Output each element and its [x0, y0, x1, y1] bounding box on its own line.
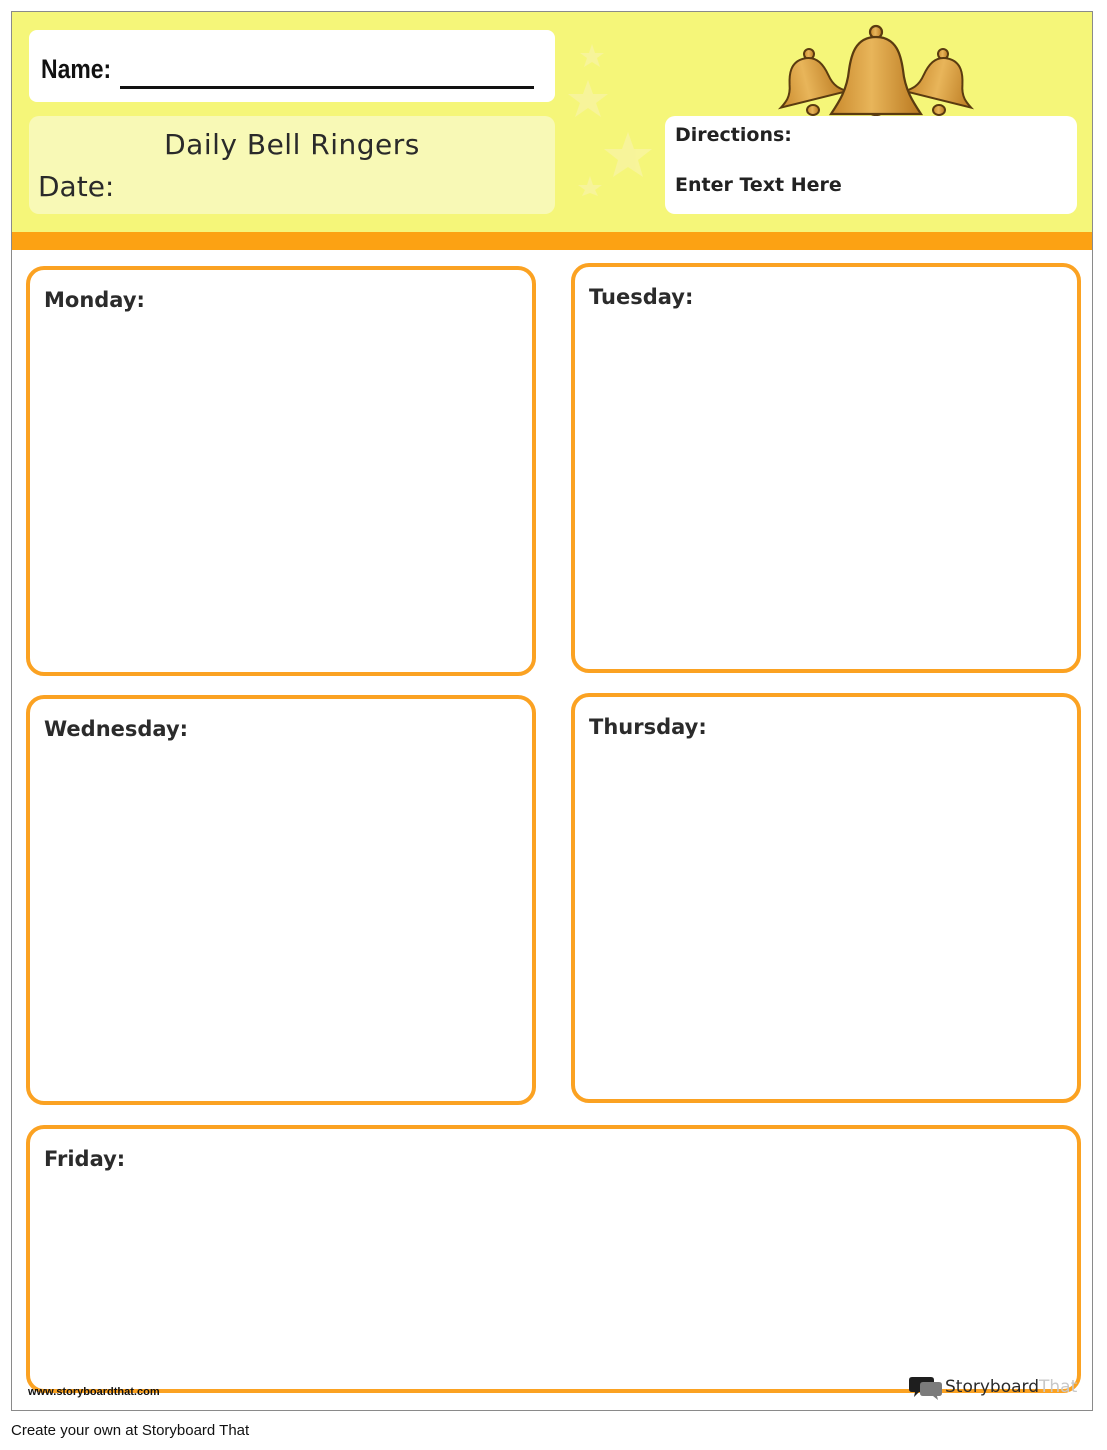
tuesday-box[interactable] — [571, 263, 1081, 673]
star-icon — [578, 176, 602, 196]
speech-bubble-icon — [909, 1374, 943, 1400]
monday-box[interactable] — [26, 266, 536, 676]
star-icon — [604, 132, 652, 177]
wednesday-box[interactable] — [26, 695, 536, 1105]
directions-box — [665, 116, 1077, 214]
stars-decoration — [560, 36, 660, 196]
logo-text: StoryboardThat — [945, 1377, 1078, 1397]
orange-divider — [12, 232, 1092, 250]
footer-credit[interactable]: Create your own at Storyboard That — [11, 1422, 250, 1439]
title-date-box — [29, 116, 555, 214]
bell-right-icon — [905, 49, 981, 115]
friday-label: Friday: — [44, 1147, 126, 1171]
friday-box[interactable] — [26, 1125, 1081, 1393]
worksheet-title: Daily Bell Ringers — [164, 128, 420, 161]
name-field-box — [29, 30, 555, 102]
directions-label: Directions: — [675, 124, 792, 146]
worksheet — [11, 11, 1093, 1411]
star-icon — [568, 80, 608, 117]
directions-text[interactable]: Enter Text Here — [675, 174, 842, 196]
thursday-box[interactable] — [571, 693, 1081, 1103]
wednesday-label: Wednesday: — [44, 717, 189, 741]
storyboardthat-logo — [909, 1374, 1078, 1402]
star-icon — [580, 44, 604, 67]
header-banner — [12, 12, 1092, 232]
name-input-line[interactable] — [120, 86, 534, 89]
bell-left-icon — [771, 49, 847, 115]
thursday-label: Thursday: — [589, 715, 707, 739]
bell-center-icon — [831, 26, 921, 128]
watermark-url: www.storyboardthat.com — [28, 1386, 160, 1398]
monday-label: Monday: — [44, 288, 145, 312]
tuesday-label: Tuesday: — [589, 285, 694, 309]
name-label: Name: — [41, 54, 112, 84]
date-label: Date: — [38, 170, 115, 203]
